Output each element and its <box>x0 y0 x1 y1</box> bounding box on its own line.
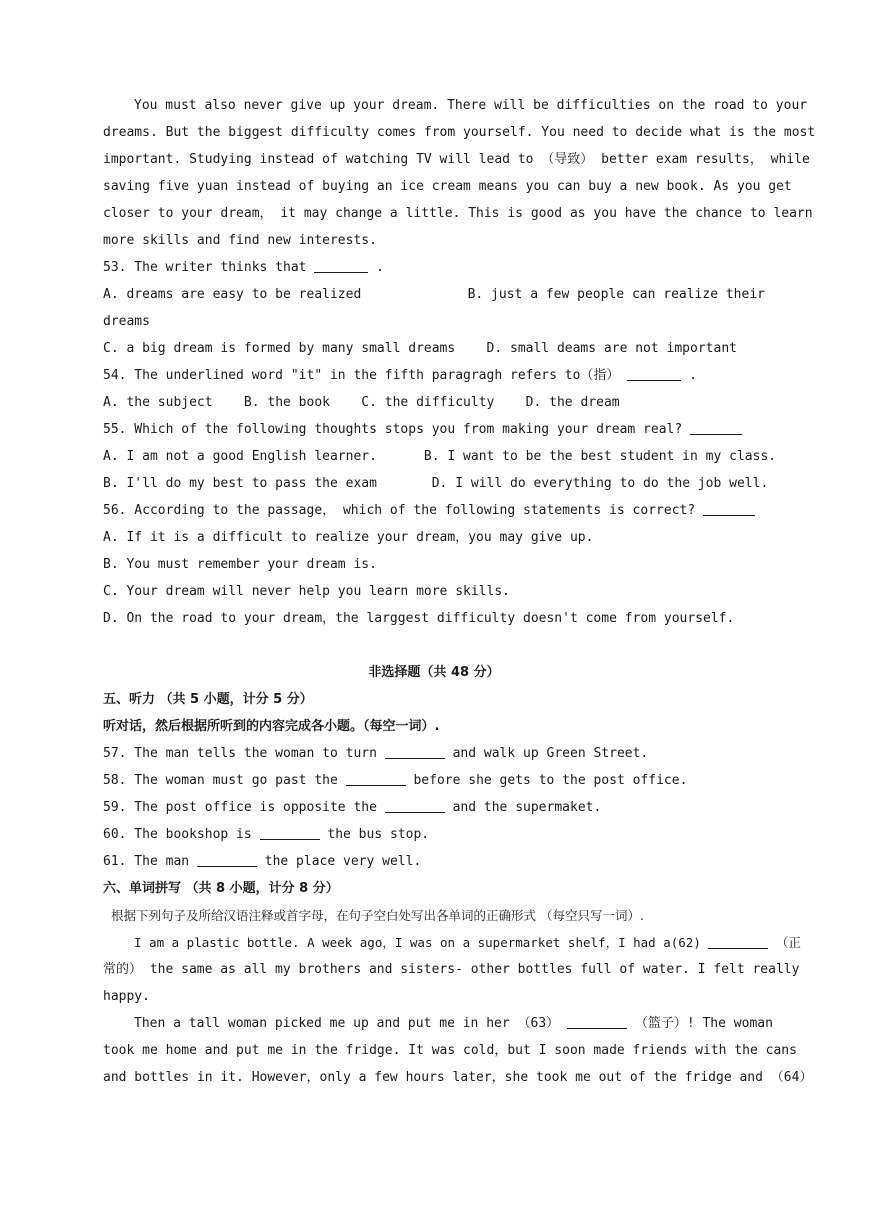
spelling-instruction: 根据下列句子及所给汉语注释或首字母，在句子空白处写出各单词的正确形式 （每空只写一词）. <box>111 908 644 923</box>
option-d: D. small deams are not important <box>486 341 737 356</box>
question-stem: 53. The writer thinks that <box>103 260 307 275</box>
option-b: B. You must remember your dream is. <box>103 557 377 572</box>
item-text: 58. The woman must go past the <box>103 773 338 788</box>
item-text: before she gets to the post office. <box>413 773 688 788</box>
spelling-text: （正 <box>775 935 801 950</box>
option-b: B. the book <box>243 395 330 410</box>
spelling-heading: 六、单词拼写 （共 8 小题，计分 8 分） <box>103 881 339 896</box>
item-text: 60. The bookshop is <box>103 827 252 842</box>
option-row <box>103 389 765 416</box>
answer-blank <box>690 420 742 435</box>
option-row <box>103 281 765 308</box>
option-c: C. Your dream will never help you learn more skills. <box>103 584 510 599</box>
listening-item-60 <box>103 821 765 848</box>
item-text: and walk up Green Street. <box>452 746 649 761</box>
listening-instruction: 听对话，然后根据所听到的内容完成各小题。（每空一词）. <box>103 719 440 734</box>
option-b-continued: dreams <box>103 314 150 329</box>
passage-line: important. Studying instead of watching TV will lead to （导致） better exam results， while <box>103 152 810 167</box>
spelling-line: took me home and put me in the fridge. It was cold，but I soon made friends with the cans <box>103 1043 797 1058</box>
passage-line: You must also never give up your dream. There will be difficulties on the road to your <box>134 98 808 113</box>
answer-blank-63 <box>567 1014 627 1029</box>
item-text: 61. The man <box>103 854 190 869</box>
document-page <box>103 92 816 1091</box>
answer-blank-62 <box>708 934 768 949</box>
item-text: the bus stop. <box>327 827 430 842</box>
answer-blank <box>260 825 320 840</box>
question-tail: . <box>376 260 384 275</box>
spelling-line <box>103 929 801 956</box>
option-a: A. If it is a difficult to realize your dream，you may give up. <box>103 530 594 545</box>
answer-blank <box>314 258 368 273</box>
listening-item-58 <box>103 767 765 794</box>
listening-item-59 <box>103 794 765 821</box>
option-d: D. the dream <box>525 395 620 410</box>
item-text: and the supermaket. <box>452 800 602 815</box>
option-a: A. I am not a good English learner. <box>103 449 377 464</box>
question-stem: 56. According to the passage， which of the following statements is correct? <box>103 503 696 518</box>
option-b: B. just a few people can realize their <box>467 287 765 302</box>
question-54 <box>103 362 765 389</box>
listening-item-61 <box>103 848 765 875</box>
answer-blank <box>627 366 681 381</box>
option-a: A. the subject <box>103 395 213 410</box>
answer-blank <box>385 744 445 759</box>
answer-blank <box>703 501 755 516</box>
spelling-text: I am a plastic bottle. A week ago，I was on a supermarket shelf，I had a(62) <box>134 935 701 950</box>
question-stem: 55. Which of the following thoughts stops you from making your dream real? <box>103 422 683 437</box>
spelling-line: happy. <box>103 989 150 1004</box>
answer-blank <box>385 798 445 813</box>
option-row <box>103 470 769 497</box>
passage-line: closer to your dream， it may change a little. This is good as you have the chance to learn <box>103 206 813 221</box>
question-tail: . <box>689 368 697 383</box>
passage-line: dreams. But the biggest difficulty comes from yourself. You need to decide what is the most <box>103 125 816 140</box>
spelling-text: Then a tall woman picked me up and put me in her （63） <box>134 1016 560 1031</box>
spacer <box>103 632 765 659</box>
spelling-line <box>103 1010 773 1037</box>
item-text: the place very well. <box>264 854 422 869</box>
question-stem: 54. The underlined word "it" in the fifth paragragh refers to（指） <box>103 368 620 383</box>
option-d: D. On the road to your dream，the larggest difficulty doesn't come from yourself. <box>103 611 735 626</box>
option-c: C. the difficulty <box>361 395 495 410</box>
question-55 <box>103 416 765 443</box>
item-text: 59. The post office is opposite the <box>103 800 377 815</box>
option-d: D. I will do everything to do the job well. <box>431 476 769 491</box>
passage-line: more skills and find new interests. <box>103 233 377 248</box>
option-row <box>103 335 765 362</box>
option-c: B. I'll do my best to pass the exam <box>103 476 377 491</box>
passage-line: saving five yuan instead of buying an ice cream means you can buy a new book. As you get <box>103 179 792 194</box>
section-title: 非选择题（共 48 分） <box>368 665 500 680</box>
spelling-text: （篮子）! The woman <box>634 1016 773 1031</box>
question-53 <box>103 254 765 281</box>
item-text: 57. The man tells the woman to turn <box>103 746 377 761</box>
spelling-line: and bottles in it. However，only a few hours later，she took me out of the fridge and （64） <box>103 1070 813 1085</box>
option-c: C. a big dream is formed by many small dreams <box>103 341 456 356</box>
answer-blank <box>346 771 406 786</box>
option-a: A. dreams are easy to be realized <box>103 287 362 302</box>
option-b: B. I want to be the best student in my class. <box>423 449 777 464</box>
spelling-line: 常的） the same as all my brothers and sisters- other bottles full of water. I felt really <box>103 962 800 977</box>
listening-item-57 <box>103 740 765 767</box>
listening-heading: 五、听力 （共 5 小题，计分 5 分） <box>103 692 313 707</box>
option-row <box>103 443 777 470</box>
answer-blank <box>197 852 257 867</box>
question-56 <box>103 497 765 524</box>
